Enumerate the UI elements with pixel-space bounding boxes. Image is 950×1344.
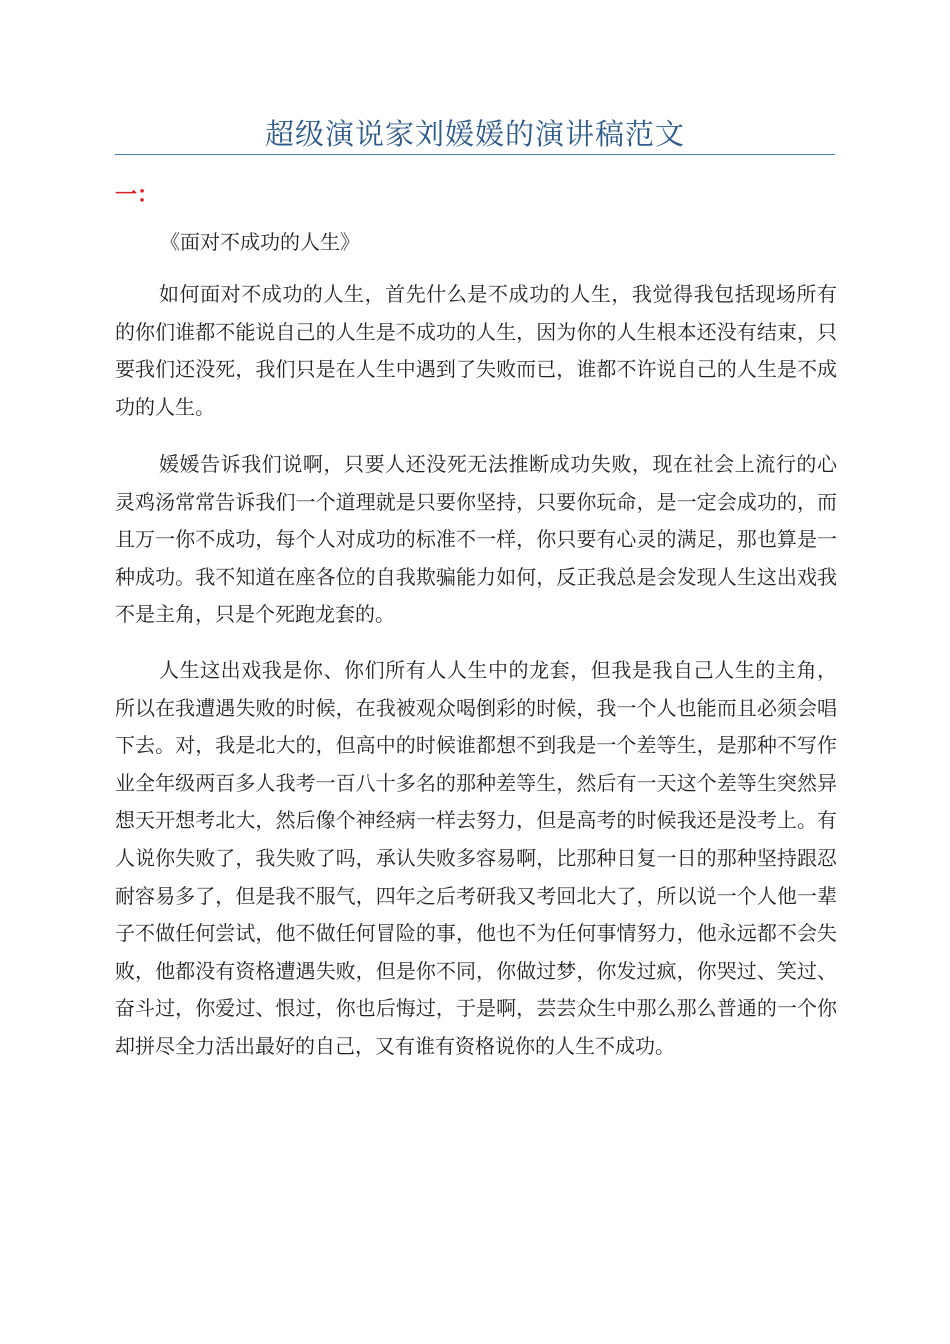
- paragraph: 人生这出戏我是你、你们所有人人生中的龙套，但我是我自己人生的主角，所以在我遭遇失败的时候，在我被观众喝倒彩的时候，我一个人也能而且必须会唱下去。对，我是北大的，但高中的时候谁都想不到我是一个差等生，是那种不写作业全年级两百多人我考一百八十多名的那种差等生，然后有一天这个差等生突然异想天开想考北大，然后像个神经病一样去努力，但是高考的时候我还是没考上。有人说你失败了，我失败了吗，承认失败多容易啊，比那种日复一日的那种坚持跟忍耐容易多了，但是我不服气，四年之后考研我又考回北大了，所以说一个人他一辈子不做任何尝试，他不做任何冒险的事，他也不为任何事情努力，他永远都不会失败，他都没有资格遭遇失败，但是你不同，你做过梦，你发过疯，你哭过、笑过、奋斗过，你爱过、恨过，你也后悔过，于是啊，芸芸众生中那么那么普通的一个你却拼尽全力活出最好的自己，又有谁有资格说你的人生不成功。: [115, 658, 837, 1058]
- speech-title: 《面对不成功的人生》: [160, 230, 360, 254]
- paragraph: 如何面对不成功的人生，首先什么是不成功的人生，我觉得我包括现场所有的你们谁都不能说自己的人生是不成功的人生，因为你的人生根本还没有结束，只要我们还没死，我们只是在人生中遇到了失败而已，谁都不许说自己的人生是不成功的人生。: [115, 282, 837, 419]
- paragraph: 媛媛告诉我们说啊，只要人还没死无法推断成功失败，现在社会上流行的心灵鸡汤常常告诉我们一个道理就是只要你坚持，只要你玩命，是一定会成功的，而且万一你不成功，每个人对成功的标准不一样，你只要有心灵的满足，那也算是一种成功。我不知道在座各位的自我欺骗能力如何，反正我总是会发现人生这出戏我不是主角，只是个死跑龙套的。: [115, 452, 837, 627]
- section-heading: 一：: [115, 183, 160, 208]
- document-title: 超级演说家刘媛媛的演讲稿范文: [264, 117, 685, 151]
- title-underline: [115, 154, 835, 155]
